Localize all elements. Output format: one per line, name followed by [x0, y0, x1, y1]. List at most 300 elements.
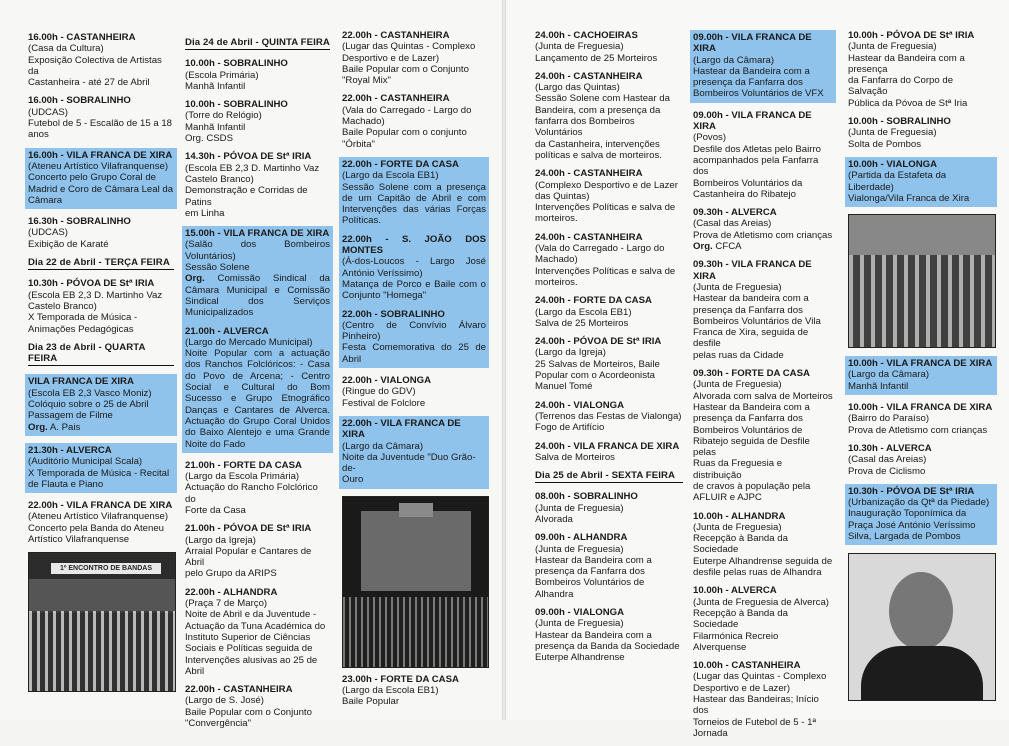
organizer-label: Org.: [693, 241, 713, 253]
event-title: 10.00h - VILA FRANCA DE XIRA: [848, 402, 993, 414]
event-detail: Arraial Popular e Cantares de Abril: [185, 545, 312, 569]
event-detail: (Terrenos das Festas de Vialonga): [535, 410, 682, 422]
event-title: 24.00h - VILA FRANCA DE XIRA: [535, 440, 680, 452]
event-detail: Jornada: [693, 727, 728, 739]
event-entry: [185, 587, 330, 677]
event-detail: Hastear da Bandeira com a: [693, 65, 810, 77]
event-detail: (Auditório Municipal Scala): [28, 456, 143, 468]
event-detail: Machado): [535, 254, 578, 266]
event-organizer: [693, 241, 833, 252]
event-entry: [28, 500, 174, 545]
event-detail: anos: [28, 129, 49, 141]
event-title: 10.00h - SOBRALINHO: [185, 58, 288, 70]
event-detail: (Povos): [693, 132, 727, 144]
event-entry: [28, 278, 174, 334]
event-title: 22.00h - CASTANHEIRA: [185, 684, 293, 696]
event-detail: (Largo da Escola Primária): [185, 471, 300, 483]
event-entry: [185, 228, 330, 318]
event-detail: Passagem de Filme: [28, 410, 113, 422]
event-detail: Desportivo e de Lazer): [342, 52, 440, 64]
portrait-photo: [848, 553, 996, 701]
banner-text: 1º ENCONTRO DE BANDAS: [51, 563, 161, 574]
event-entry: [535, 607, 683, 663]
event-detail: (Largo da Igreja): [185, 534, 256, 546]
event-detail: (Largo da Escola EB1): [535, 306, 632, 318]
event-detail: (Praça 7 de Março): [185, 598, 268, 610]
event-detail: Colóquio sobre o 25 de Abril: [28, 399, 149, 411]
event-detail: morteiros.: [535, 276, 578, 288]
event-detail: Alvorada com salva de Morteiros: [693, 390, 833, 402]
event-detail: Baile Popular com o Conjunto: [185, 706, 312, 718]
event-entry: [342, 309, 486, 365]
event-detail: Sociais e Políticas seguida de: [185, 643, 313, 655]
event-title: 09.00h - VILA FRANCA DE XIRA: [693, 32, 812, 55]
event-title: 16.00h - VILA FRANCA DE XIRA: [28, 149, 173, 161]
event-title: 10.00h - VIALONGA: [848, 158, 938, 170]
event-title: 10.00h - ALVERCA: [693, 585, 777, 597]
event-entry: [693, 207, 833, 252]
event-detail: Lançamento de 25 Morteiros: [535, 52, 658, 64]
event-detail: (Largo das Quintas): [535, 82, 620, 94]
event-detail: Popular com o Acordeonista: [535, 370, 655, 382]
event-detail: (Junta de Freguesia): [535, 543, 624, 555]
event-detail: Noite da Juventude "Duo Grão-de-: [342, 451, 476, 475]
event-detail: Fogo de Artifício: [535, 422, 605, 434]
event-detail: "Royal Mix": [342, 75, 391, 87]
event-entry: [535, 30, 683, 64]
event-entry: [693, 110, 833, 200]
event-detail: Castelo Branco): [185, 173, 254, 185]
town-hall-night-photo: [342, 496, 489, 668]
event-entry: [848, 358, 994, 392]
highlight-box: [845, 157, 997, 207]
event-detail: Pública da Póvoa de Stª Iria: [848, 97, 968, 109]
event-detail: (Centro de Convívio Álvaro Pinheiro): [342, 319, 486, 343]
event-title: 22.00h - FORTE DA CASA: [342, 158, 459, 170]
event-entry: [848, 159, 994, 204]
event-entry: [185, 58, 330, 92]
column-5: [693, 30, 833, 746]
event-title: 22.00h - CASTANHEIRA: [342, 93, 450, 105]
event-detail: Futebol de 5 - Escalão de 15 a 18: [28, 118, 173, 130]
band-concert-photo: [28, 552, 176, 692]
event-detail: (UDCAS): [28, 106, 68, 118]
event-detail: Castanheira do Ribatejo: [693, 188, 796, 200]
event-detail: Bombeiros Voluntários de VFX: [693, 88, 824, 100]
event-detail: (Junta de Freguesia): [535, 41, 624, 53]
event-detail: (Vala do Carregado - Largo do: [342, 104, 472, 116]
event-detail: presença da Fanfarra dos: [693, 77, 803, 89]
page-fold: [502, 0, 506, 720]
event-detail: Silva, Largada de Pombos: [848, 531, 961, 543]
event-detail: morteiros.: [535, 213, 578, 225]
event-detail: (Junta de Freguesia): [535, 502, 624, 514]
event-detail: (Ringue do GDV): [342, 386, 416, 398]
event-title: 09.00h - VIALONGA: [535, 607, 625, 619]
event-detail: Manuel Tomé: [535, 381, 593, 393]
event-entry: [342, 30, 486, 86]
highlight-box: [845, 484, 997, 545]
day-header: Dia 23 de Abril - QUARTA FEIRA: [28, 342, 174, 367]
event-detail: Concerto pelo Grupo Coral de: [28, 172, 156, 184]
event-detail: Intervenções alusivas ao 25 de: [185, 654, 318, 666]
event-detail: Festa Comemorativa do 25 de Abril: [342, 342, 486, 365]
event-detail: Inauguração Toponímica da: [848, 508, 967, 520]
event-detail: (Largo da Escola EB1): [342, 684, 439, 696]
event-title: 10.00h - VILA FRANCA DE XIRA: [848, 358, 993, 370]
event-entry: [185, 326, 330, 450]
column-4: [535, 30, 683, 671]
event-entry: [185, 460, 330, 516]
runners-photo: [848, 214, 996, 348]
event-detail: Prova de Ciclismo: [848, 465, 926, 477]
event-entry: [342, 418, 486, 486]
event-title: 10.00h - SOBRALINHO: [185, 99, 288, 111]
event-title: 09.30h - VILA FRANCA DE XIRA: [693, 259, 812, 282]
event-detail: Ruas da Freguesia e distribuição: [693, 458, 783, 481]
event-detail: Salva de Morteiros: [535, 451, 615, 463]
event-title: 24.00h - CACHOEIRAS: [535, 30, 638, 41]
event-entry: [185, 523, 330, 579]
event-detail: Euterpe Alhandrense: [535, 652, 625, 664]
event-detail: Demonstração e Corridas de Patins: [185, 185, 308, 208]
event-detail: Manhã Infantil: [185, 121, 246, 133]
event-title: 16.00h - CASTANHEIRA: [28, 32, 136, 43]
event-entry: [185, 151, 330, 219]
event-detail: Vialonga/Vila Franca de Xira: [848, 192, 970, 204]
event-detail: (Largo da Escola EB1): [342, 170, 439, 182]
event-detail: Ouro: [342, 474, 364, 486]
event-detail: Madrid e Coro de Câmara Leal da: [28, 183, 174, 195]
event-detail: Artístico Vilafranquense: [28, 533, 130, 545]
event-detail: Bandeira, com a presença da: [535, 104, 661, 116]
event-entry: [848, 402, 994, 436]
event-title: 10.00h - PÓVOA DE Stª IRIA: [848, 30, 975, 41]
event-entry: [25, 374, 177, 435]
event-detail: Câmara: [28, 194, 63, 206]
event-detail: Euterpe Alhandrense seguida de: [693, 555, 833, 567]
event-organizer: [28, 422, 174, 433]
event-detail: Intervenções Políticas e salva de: [535, 202, 676, 214]
event-entry: [28, 32, 174, 88]
event-detail: Baile Popular: [342, 696, 400, 708]
event-detail: Filarmónica Recreio Alverquense: [693, 630, 779, 653]
event-entry: [693, 259, 833, 361]
event-detail: Hastear da Bandeira com a: [693, 401, 810, 413]
event-detail: Castanheira - até 27 de Abril: [28, 77, 150, 89]
event-title: 16.00h - SOBRALINHO: [28, 95, 131, 107]
event-detail: Bombeiros Voluntários de: [693, 424, 803, 436]
event-entry: [693, 32, 833, 100]
event-detail: Recepção à Banda da Sociedade: [693, 533, 788, 556]
event-title: 10.00h - ALHANDRA: [693, 510, 786, 522]
highlight-box: [182, 226, 333, 453]
event-detail: Animações Pedagógicas: [28, 323, 134, 335]
column-1: [28, 32, 174, 692]
event-detail: Franca de Xira, seguida de desfile: [693, 327, 809, 350]
event-title: VILA FRANCA DE XIRA: [28, 376, 134, 388]
event-detail: Praça José António Veríssimo: [848, 519, 976, 531]
organizer-value: CFCA: [712, 241, 742, 253]
event-title: 09.00h - VILA FRANCA DE XIRA: [693, 109, 812, 133]
event-title: 21.30h - ALVERCA: [28, 444, 112, 456]
column-3: [342, 30, 486, 715]
event-title: 10.30h - ALVERCA: [848, 442, 932, 454]
event-detail: Hastear das Bandeiras; Início dos: [693, 694, 819, 717]
event-detail: de cravos à população pela: [693, 480, 811, 492]
event-detail: Noite de Abril e da Juventude -: [185, 609, 317, 621]
event-detail: Sessão Solene: [185, 262, 250, 274]
event-detail: Alvorada: [535, 513, 573, 525]
event-entry: [693, 660, 833, 739]
organizer-label: Org.: [28, 421, 48, 433]
event-detail: Exibição de Karaté: [28, 238, 109, 250]
event-detail: fanfarra dos Bombeiros Voluntários: [535, 116, 635, 139]
event-title: 09.30h - ALVERCA: [693, 207, 777, 219]
event-detail: Bombeiros Voluntários da: [693, 177, 803, 189]
event-title: 14.30h - PÓVOA DE Stª IRIA: [185, 151, 312, 163]
event-detail: Actuação do Rancho Folclórico do: [185, 482, 318, 505]
event-entry: [535, 491, 683, 525]
event-entry: [25, 443, 177, 493]
organizer-label: Org.: [185, 273, 205, 285]
event-entry: [342, 93, 486, 149]
event-detail: Salva de 25 Morteiros: [535, 317, 629, 329]
event-entry: [535, 71, 683, 161]
event-detail: (Vala do Carregado - Largo do: [535, 243, 665, 255]
event-detail: (Bairro do Paraíso): [848, 413, 930, 425]
event-title: 22.00h - ALHANDRA: [185, 586, 278, 598]
event-detail: Ribatejo seguida de Desfile pelas: [693, 435, 810, 459]
day-header: Dia 22 de Abril - TERÇA FEIRA: [28, 257, 174, 270]
event-title: 23.00h - FORTE DA CASA: [342, 673, 459, 685]
day-header: Dia 24 de Abril - QUINTA FEIRA: [185, 37, 330, 50]
event-detail: Abril: [185, 665, 205, 677]
event-detail: (Largo da Câmara): [848, 369, 930, 381]
event-detail: (Largo de S. José): [185, 695, 264, 707]
event-entry: [693, 585, 833, 653]
highlight-box: [690, 30, 836, 103]
event-title: 22.00h - VILA FRANCA DE XIRA: [342, 417, 461, 441]
event-detail: pelo Grupo da ARIPS: [185, 568, 277, 580]
event-detail: Manhã Infantil: [848, 380, 909, 392]
event-detail: pelas ruas da Cidade: [693, 349, 784, 361]
event-detail: (Complexo Desportivo e de Lazer: [535, 179, 678, 191]
event-detail: X Temporada de Música - Recital: [28, 467, 170, 479]
event-title: 10.00h - SOBRALINHO: [848, 116, 951, 128]
event-detail: Solta de Pombos: [848, 138, 922, 150]
event-detail: Baile Popular com o conjunto: [342, 127, 467, 139]
event-detail: em Linha: [185, 207, 225, 219]
event-title: 21.00h - FORTE DA CASA: [185, 459, 302, 471]
event-detail: Bombeiros Voluntários de Vila: [693, 315, 821, 327]
event-title: 08.00h - SOBRALINHO: [535, 491, 638, 503]
event-title: 09.30h - FORTE DA CASA: [693, 368, 810, 380]
event-detail: Torneios de Futebol de 5 - 1ª: [693, 716, 817, 728]
event-detail: (Largo da Igreja): [535, 347, 606, 359]
event-detail: (Largo da Câmara): [342, 440, 424, 452]
event-detail: (Escola EB 2,3 D. Martinho Vaz: [185, 162, 320, 174]
event-detail: (Junta de Freguesia): [848, 127, 937, 139]
event-detail: Hastear da Bandeira com a presença: [848, 52, 965, 75]
event-entry: [535, 336, 683, 392]
event-detail: políticas e salva de morteiros.: [535, 149, 662, 161]
event-detail: Castelo Branco): [28, 300, 97, 312]
event-detail: (Ateneu Artístico Vilafranquense): [28, 160, 169, 172]
event-title: 10.00h - CASTANHEIRA: [693, 660, 801, 672]
event-detail: desfile pelas ruas de Alhandra: [693, 567, 822, 579]
event-detail: Noite Popular com a actuação dos Ranchos Folclóricos: - Casa do Povo de Arcena; - Centro Social e Cultural do Bom Sucesso e Grupo Etnográfico Danças e Cantares de Alverca. Actuação do Grupo Coral Unidos do Baixo Alentejo e uma Grande Noite do Fado: [185, 348, 330, 450]
event-title: 10.30h - PÓVOA DE Stª IRIA: [28, 278, 155, 290]
event-entry: [535, 532, 683, 600]
event-detail: Bombeiros Voluntários de Alhandra: [535, 577, 645, 600]
event-detail: 25 Salvas de Morteiros, Baile: [535, 358, 660, 370]
event-title: 24.00h - CASTANHEIRA: [535, 168, 643, 180]
event-entry: [342, 234, 486, 302]
event-entry: [693, 368, 833, 504]
event-entry: [848, 443, 994, 477]
event-entry: [693, 511, 833, 579]
event-detail: Org. CSDS: [185, 133, 233, 145]
day-header: Dia 25 de Abril - SEXTA FEIRA: [535, 470, 683, 483]
event-detail: Desfile dos Atletas pelo Bairro: [693, 143, 821, 155]
event-detail: (Torre do Relógio): [185, 110, 262, 122]
event-detail: Hastear da bandeira com a: [693, 293, 809, 305]
event-detail: (Ateneu Artístico Vilafranquense): [28, 511, 169, 523]
event-detail: (Salão dos Bombeiros Voluntários): [185, 239, 330, 262]
event-title: 22.00h - CASTANHEIRA: [342, 30, 450, 41]
event-entry: [535, 295, 683, 329]
event-title: 10.30h - PÓVOA DE Stª IRIA: [848, 485, 975, 497]
event-detail: AFLUIR e AJPC: [693, 492, 762, 504]
event-title: 22.00h - SOBRALINHO: [342, 308, 445, 320]
event-entry: [185, 99, 330, 144]
event-detail: Festival de Folclore: [342, 397, 426, 409]
event-title: 24.00h - CASTANHEIRA: [535, 231, 643, 243]
event-detail: Hastear da Bandeira com a: [535, 629, 652, 641]
event-detail: Desportivo e de Lazer): [693, 682, 791, 694]
event-detail: Manhã Infantil: [185, 80, 246, 92]
event-detail: das Quintas): [535, 190, 590, 202]
event-title: 09.00h - ALHANDRA: [535, 532, 628, 544]
event-entry: [342, 375, 486, 409]
highlight-box: [339, 416, 489, 489]
event-title: 21.00h - PÓVOA DE Stª IRIA: [185, 523, 312, 535]
event-entry: [342, 159, 486, 227]
event-detail: Baile Popular com o Conjunto: [342, 63, 469, 75]
event-detail: presença da Fanfarra dos: [693, 304, 803, 316]
event-detail: Intervenções Políticas e salva de: [535, 265, 676, 277]
event-detail: Prova de Atletismo com crianças: [693, 229, 833, 241]
event-detail: Concerto pela Banda do Ateneu: [28, 522, 165, 534]
event-detail: (Partida da Estafeta da Liberdade): [848, 170, 947, 193]
event-title: 24.00h - CASTANHEIRA: [535, 70, 643, 82]
event-entry: [535, 441, 683, 464]
event-title: 15.00h - VILA FRANCA DE XIRA: [185, 228, 330, 240]
event-detail: "Convergência": [185, 718, 252, 730]
event-detail: (Escola EB 2,3 D. Martinho Vaz: [28, 289, 163, 301]
event-detail: (Escola EB 2,3 Vasco Moniz): [28, 387, 152, 399]
event-detail: (Casal das Areias): [693, 218, 772, 230]
highlight-box: [845, 356, 997, 395]
event-detail: Actuação da Tuna Académica do: [185, 620, 326, 632]
event-detail: (UDCAS): [28, 227, 68, 239]
event-title: 22.00h - VILA FRANCA DE XIRA: [28, 500, 173, 512]
organizer-value: A. Pais: [47, 421, 81, 433]
event-organizer: [185, 273, 330, 318]
event-entry: [28, 95, 174, 140]
event-title: 24.00h - VIALONGA: [535, 399, 625, 411]
event-detail: (Escola Primária): [185, 69, 259, 81]
column-6: [848, 30, 994, 701]
event-title: 16.30h - SOBRALINHO: [28, 216, 131, 228]
event-detail: presença da Banda da Sociedade: [535, 640, 680, 652]
event-title: 22.00h - VIALONGA: [342, 375, 432, 387]
event-detail: (Junta de Freguesia): [693, 379, 782, 391]
event-detail: acompanhados pela Fanfarra dos: [693, 154, 819, 178]
event-entry: [342, 674, 486, 708]
event-entry: [25, 148, 177, 209]
event-entry: [848, 116, 994, 150]
event-title: 24.00h - PÓVOA DE Stª IRIA: [535, 336, 662, 348]
event-detail: presença da Fanfarra dos: [535, 566, 645, 578]
event-detail: (Junta de Freguesia): [535, 618, 624, 630]
event-entry: [535, 232, 683, 288]
event-detail: Exposição Colectiva de Artistas da: [28, 54, 162, 77]
event-detail: (Junta de Freguesia): [693, 281, 782, 293]
event-entry: [535, 400, 683, 434]
highlight-box: [339, 157, 489, 368]
event-entry: [848, 486, 994, 542]
event-detail: (Junta de Freguesia): [693, 521, 782, 533]
event-entry: [28, 216, 174, 250]
event-detail: Instituto Superior de Ciências: [185, 631, 311, 643]
event-detail: (Á-dos-Loucos - Largo José António Veríssimo): [342, 256, 486, 279]
organizer-value: Comissão Sindical da Câmara Municipal e Comissão Sindical dos Serviços Municipalizados: [185, 273, 330, 319]
event-detail: Prova de Atletismo com crianças: [848, 424, 988, 436]
event-detail: (Lugar das Quintas - Complexo: [693, 671, 827, 683]
event-detail: Machado): [342, 116, 385, 128]
event-entry: [185, 684, 330, 729]
event-detail: (Lugar das Quintas - Complexo: [342, 41, 476, 53]
event-detail: (Urbanização da Qtª da Piedade): [848, 497, 990, 509]
event-title: 22.00h - S. JOÃO DOS MONTES: [342, 233, 486, 257]
event-detail: Hastear da Bandeira com a: [535, 554, 652, 566]
event-detail: "Órbita": [342, 138, 375, 150]
event-entry: [535, 168, 683, 224]
event-detail: de Flauta e Piano: [28, 478, 104, 490]
event-detail: Forte da Casa: [185, 504, 246, 516]
event-detail: (Junta de Freguesia de Alverca): [693, 596, 829, 608]
event-detail: (Largo da Câmara): [693, 54, 775, 66]
event-detail: da Fanfarra do Corpo de Salvação: [848, 75, 954, 98]
event-detail: (Casa da Cultura): [28, 43, 104, 55]
event-detail: (Casal das Areias): [848, 454, 927, 466]
event-detail: presença da Fanfarra dos: [693, 413, 803, 425]
event-title: 21.00h - ALVERCA: [185, 325, 269, 337]
event-title: 24.00h - FORTE DA CASA: [535, 295, 652, 307]
event-detail: da Castanheira, intervenções: [535, 138, 660, 150]
event-detail: (Largo do Mercado Municipal): [185, 336, 313, 348]
event-detail: Matança de Porco e Baile com o Conjunto "Homega": [342, 278, 486, 302]
event-entry: [848, 30, 994, 109]
event-detail: (Junta de Freguesia): [848, 41, 937, 53]
event-detail: X Temporada de Música -: [28, 312, 138, 324]
column-2: [185, 30, 330, 736]
event-detail: Sessão Solene com a presença de um Capitão de Abril e com Intervenções das várias Forças Políticas.: [342, 181, 486, 227]
event-detail: Sessão Solene com Hastear da: [535, 93, 670, 105]
event-detail: Recepção à Banda da Sociedade: [693, 607, 788, 631]
